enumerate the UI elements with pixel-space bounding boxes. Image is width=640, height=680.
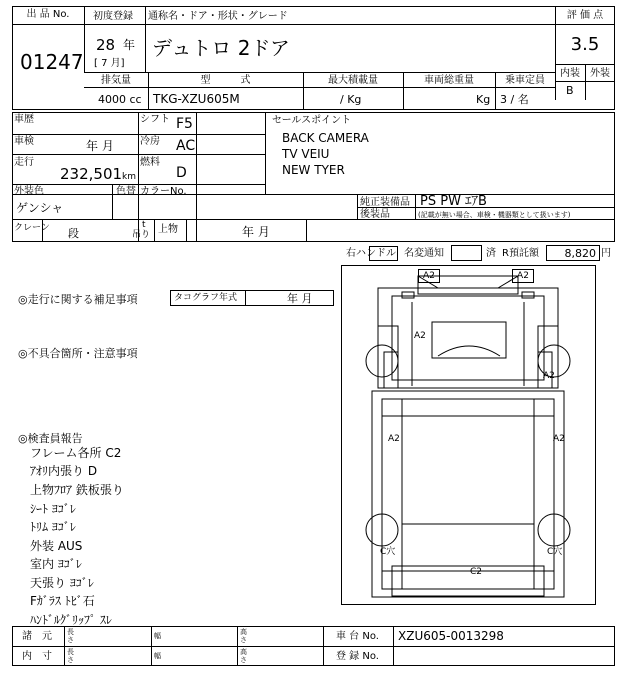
- inspector-item-3: 上物ﾌﾛｱ 鉄板張り: [30, 483, 124, 497]
- reg-year: 28: [96, 36, 116, 54]
- options-frame: [343, 245, 399, 262]
- ac-label: 冷房: [140, 136, 160, 147]
- model-label: 型 式: [200, 75, 251, 86]
- shift-label: シフト: [140, 114, 170, 125]
- max-load-label: 最大積載量: [328, 75, 378, 86]
- first-reg-label: 初度登録: [93, 11, 133, 22]
- ext-color: ゲンシャ: [16, 201, 64, 215]
- lot-no-label: 出 品 No.: [26, 9, 70, 20]
- inspector-item-8: 天張り ﾖｺﾞﾚ: [30, 576, 94, 590]
- inspector-item-6: 外装 AUS: [30, 539, 83, 553]
- gross-weight: Kg: [476, 93, 491, 106]
- crane-ton: t: [142, 220, 146, 230]
- model-name: デュトロ 2ドア: [152, 36, 290, 60]
- inspector-item-10: ﾊﾝﾄﾞﾙｸﾞﾘｯﾌﾟ ｽﾚ: [30, 613, 112, 627]
- max-load: / Kg: [340, 93, 362, 106]
- inner-label: 内 寸: [22, 651, 52, 662]
- mileage-label: 走行: [14, 157, 34, 168]
- capacity-label: 乗車定員: [505, 75, 545, 86]
- diagram-mark-a2-top-left: A2: [418, 269, 440, 283]
- ownership-box: [451, 245, 482, 261]
- crane-label: クレーン: [14, 223, 50, 233]
- displacement-label: 排気量: [101, 75, 131, 86]
- diagram-mark-c-hole-right: C穴: [547, 547, 563, 557]
- shift-value: F5: [176, 116, 193, 132]
- ac-value: AC: [176, 138, 196, 154]
- inner-height-label: 高さ: [240, 648, 247, 664]
- crane-tsuri: 吊り: [132, 230, 151, 240]
- color-change-label: 色替: [116, 186, 136, 197]
- sales-point-3: NEW TYER: [282, 163, 345, 177]
- inner-width-label: 幅: [154, 652, 161, 660]
- defect-label: ◎不具合箇所・注意事項: [18, 347, 138, 360]
- recycle-yen: 円: [601, 248, 611, 259]
- fuel-value: D: [176, 165, 187, 181]
- tachograph-label: タコグラフ年式: [174, 293, 238, 303]
- driving-label: ◎走行に関する補足事項: [18, 293, 138, 306]
- inspector-item-7: 室内 ﾖｺﾞﾚ: [30, 557, 82, 571]
- upper-value: 年 月: [242, 225, 270, 239]
- inspector-item-5: ﾄﾘﾑ ﾖｺﾞﾚ: [30, 520, 76, 534]
- recycle-fee-label: R預託額: [502, 248, 539, 259]
- diagram-mark-c2-rear: C2: [470, 567, 483, 577]
- crane-dan: 段: [68, 227, 79, 240]
- history-label: 車歴: [14, 114, 34, 125]
- inspector-item-1: フレーム各所 C2: [30, 446, 122, 460]
- diagram-mark-a2-cab: A2: [414, 331, 426, 341]
- diagram-mark-a2-bed-right: A2: [553, 434, 565, 444]
- ext-color-label: 外装色: [14, 186, 44, 197]
- fuel-label: 燃料: [140, 157, 160, 168]
- inspector-item-9: Fｶﾞﾗｽ ﾄﾋﾞ石: [30, 594, 95, 608]
- dims-label: 諸 元: [22, 631, 52, 642]
- lot-no: 01247: [20, 50, 84, 74]
- rhd-label: 右ハンドル: [346, 248, 396, 259]
- recycle-label: 済: [486, 248, 496, 259]
- model-code: TKG-XZU605M: [153, 92, 240, 106]
- diagram-mark-a2-top-right: A2: [512, 269, 534, 283]
- sales-point-1: BACK CAMERA: [282, 131, 369, 145]
- recycle-fee: 8,820: [564, 247, 596, 260]
- dims-height-label: 高さ: [240, 628, 247, 644]
- inspector-item-2: ｱｵﾘ内張り D: [30, 464, 98, 478]
- upper-label: 上物: [158, 224, 178, 235]
- score-value: 3.5: [570, 34, 600, 55]
- capacity: 3 / 名: [500, 93, 529, 106]
- dims-length-label: 長さ: [67, 628, 74, 644]
- inner-length-label: 長さ: [67, 648, 74, 664]
- exterior-label: 外装: [590, 68, 610, 79]
- reg-month: [ 7 月]: [94, 58, 125, 69]
- mileage: 232,501: [60, 165, 123, 183]
- reg-no-label: 登 録 No.: [336, 651, 379, 662]
- ownership-label: 名変通知: [404, 248, 444, 259]
- mileage-unit: km: [122, 172, 136, 182]
- diagram-mark-c-hole-left: C穴: [380, 547, 396, 557]
- equipment-label: 純正装備品: [360, 197, 410, 208]
- inspection-label: 車検: [14, 136, 34, 147]
- reg-year-unit: 年: [123, 38, 136, 52]
- color-no-label: カラーNo.: [140, 186, 187, 197]
- sales-point-2: TV VEIU: [282, 147, 330, 161]
- diagram-mark-a2-right: A2: [543, 371, 555, 381]
- dims-width-label: 幅: [154, 632, 161, 640]
- inspection-value: 年 月: [86, 139, 114, 153]
- interior-grade: B: [566, 84, 574, 97]
- diagram-mark-a2-bed-left: A2: [388, 434, 400, 444]
- displacement: 4000 cc: [98, 93, 142, 106]
- score-label: 評 価 点: [566, 10, 604, 21]
- interior-label: 内装: [560, 68, 580, 79]
- aftermarket-label: 後装品: [360, 209, 390, 220]
- aftermarket-note: (記載が無い場合、車検・機器類として扱います): [418, 211, 571, 219]
- inspector-item-4: ｼｰﾄ ﾖｺﾞﾚ: [30, 502, 76, 516]
- equipment: PS PW ｴｱB: [420, 194, 487, 209]
- tachograph-value: 年 月: [287, 292, 313, 305]
- chassis-label: 車 台 No.: [336, 631, 379, 642]
- sales-point-label: セールスポイント: [272, 115, 352, 126]
- gross-weight-label: 車両総重量: [424, 75, 474, 86]
- chassis-no: XZU605-0013298: [398, 629, 504, 643]
- inspector-label: ◎検査員報告: [18, 432, 83, 445]
- grade-label: 通称名・ドア・形状・グレード: [148, 11, 288, 22]
